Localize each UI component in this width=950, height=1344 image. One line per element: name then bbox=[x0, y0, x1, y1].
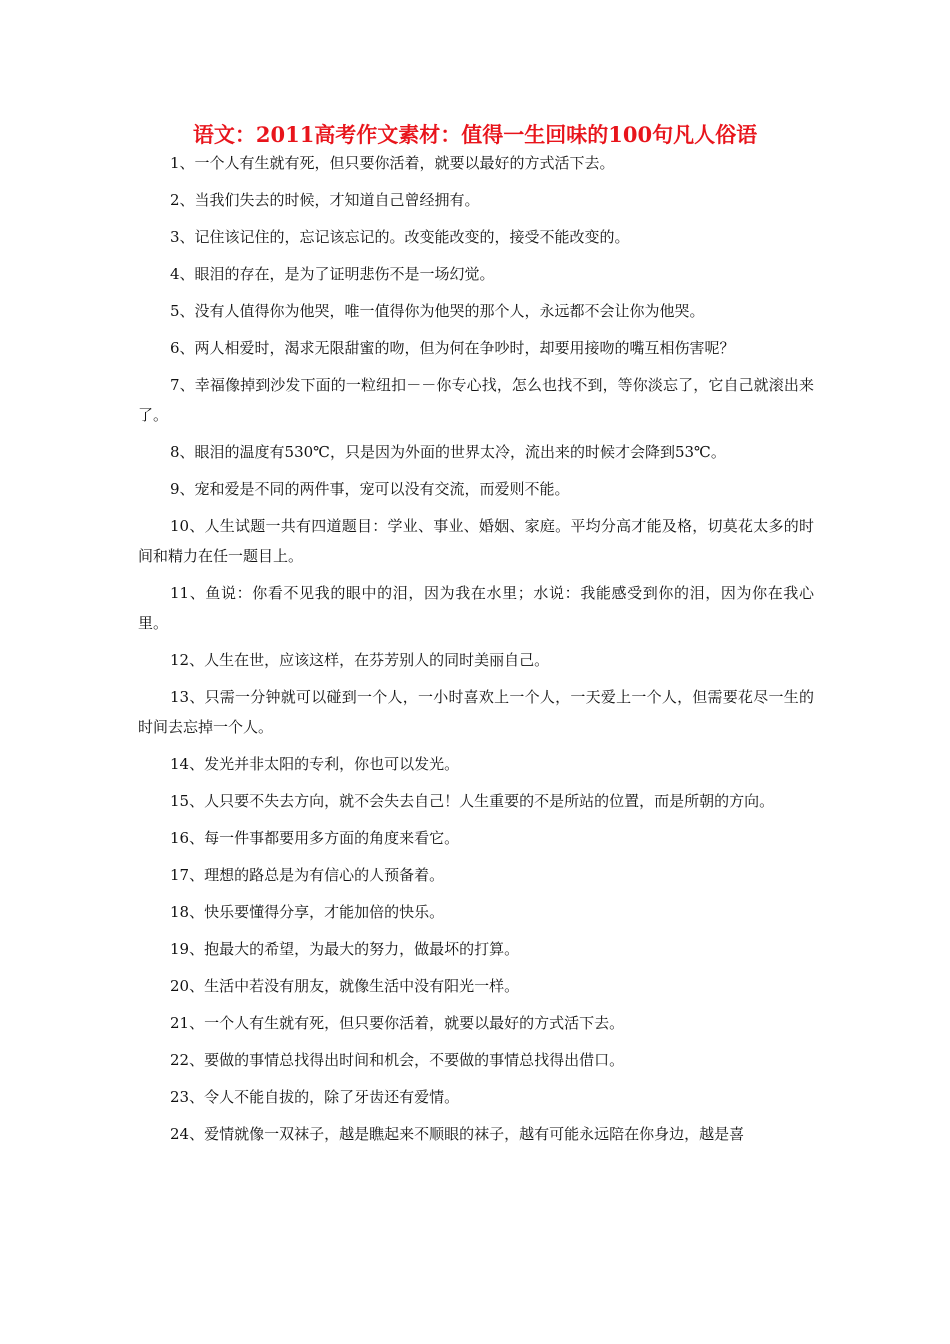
paragraph-5: 5、没有人值得你为他哭，唯一值得你为他哭的那个人，永远都不会让你为他哭。 bbox=[170, 302, 705, 320]
paragraph-22: 22、要做的事情总找得出时间和机会，不要做的事情总找得出借口。 bbox=[170, 1051, 625, 1069]
paragraph-8: 8、眼泪的温度有530℃，只是因为外面的世界太冷，流出来的时候才会降到53℃。 bbox=[170, 443, 726, 461]
paragraph-10: 10、人生试题一共有四道题目：学业、事业、婚姻、家庭。平均分高才能及格，切莫花太多的时间和精力在任一题目上。 bbox=[138, 517, 814, 565]
paragraph-24: 24、爱情就像一双袜子，越是瞧起来不顺眼的袜子，越有可能永远陪在你身边，越是喜 bbox=[170, 1125, 745, 1143]
paragraph-17: 17、理想的路总是为有信心的人预备着。 bbox=[170, 866, 445, 884]
paragraph-4: 4、眼泪的存在，是为了证明悲伤不是一场幻觉。 bbox=[170, 265, 495, 283]
paragraph-2: 2、当我们失去的时候，才知道自己曾经拥有。 bbox=[170, 191, 480, 209]
paragraph-6: 6、两人相爱时，渴求无限甜蜜的吻，但为何在争吵时，却要用接吻的嘴互相伤害呢？ bbox=[170, 339, 735, 357]
paragraph-18: 18、快乐要懂得分享，才能加倍的快乐。 bbox=[170, 903, 445, 921]
paragraph-16: 16、每一件事都要用多方面的角度来看它。 bbox=[170, 829, 460, 847]
paragraph-7: 7、幸福像掉到沙发下面的一粒纽扣－－你专心找，怎么也找不到，等你淡忘了，它自己就滚出来了。 bbox=[138, 376, 814, 424]
document-body bbox=[138, 148, 814, 1149]
paragraph-3: 3、记住该记住的，忘记该忘记的。改变能改变的，接受不能改变的。 bbox=[170, 228, 630, 246]
paragraph-13: 13、只需一分钟就可以碰到一个人，一小时喜欢上一个人，一天爱上一个人，但需要花尽一生的时间去忘掉一个人。 bbox=[138, 688, 814, 736]
paragraph-20: 20、生活中若没有朋友，就像生活中没有阳光一样。 bbox=[170, 977, 520, 995]
paragraph-21: 21、一个人有生就有死，但只要你活着，就要以最好的方式活下去。 bbox=[170, 1014, 625, 1032]
paragraph-1: 1、一个人有生就有死，但只要你活着，就要以最好的方式活下去。 bbox=[170, 154, 615, 172]
paragraph-23: 23、令人不能自拔的，除了牙齿还有爱情。 bbox=[170, 1088, 460, 1106]
paragraph-14: 14、发光并非太阳的专利，你也可以发光。 bbox=[170, 755, 460, 773]
paragraph-11: 11、鱼说：你看不见我的眼中的泪，因为我在水里；水说：我能感受到你的泪，因为你在我心里。 bbox=[138, 584, 814, 632]
paragraph-19: 19、抱最大的希望，为最大的努力，做最坏的打算。 bbox=[170, 940, 520, 958]
paragraph-9: 9、宠和爱是不同的两件事，宠可以没有交流，而爱则不能。 bbox=[170, 480, 570, 498]
document-title: 语文：2011高考作文素材：值得一生回味的100句凡人俗语 bbox=[192, 122, 758, 147]
paragraph-12: 12、人生在世，应该这样，在芬芳别人的同时美丽自己。 bbox=[170, 651, 550, 669]
paragraph-15: 15、人只要不失去方向，就不会失去自己！人生重要的不是所站的位置，而是所朝的方向。 bbox=[170, 792, 775, 810]
